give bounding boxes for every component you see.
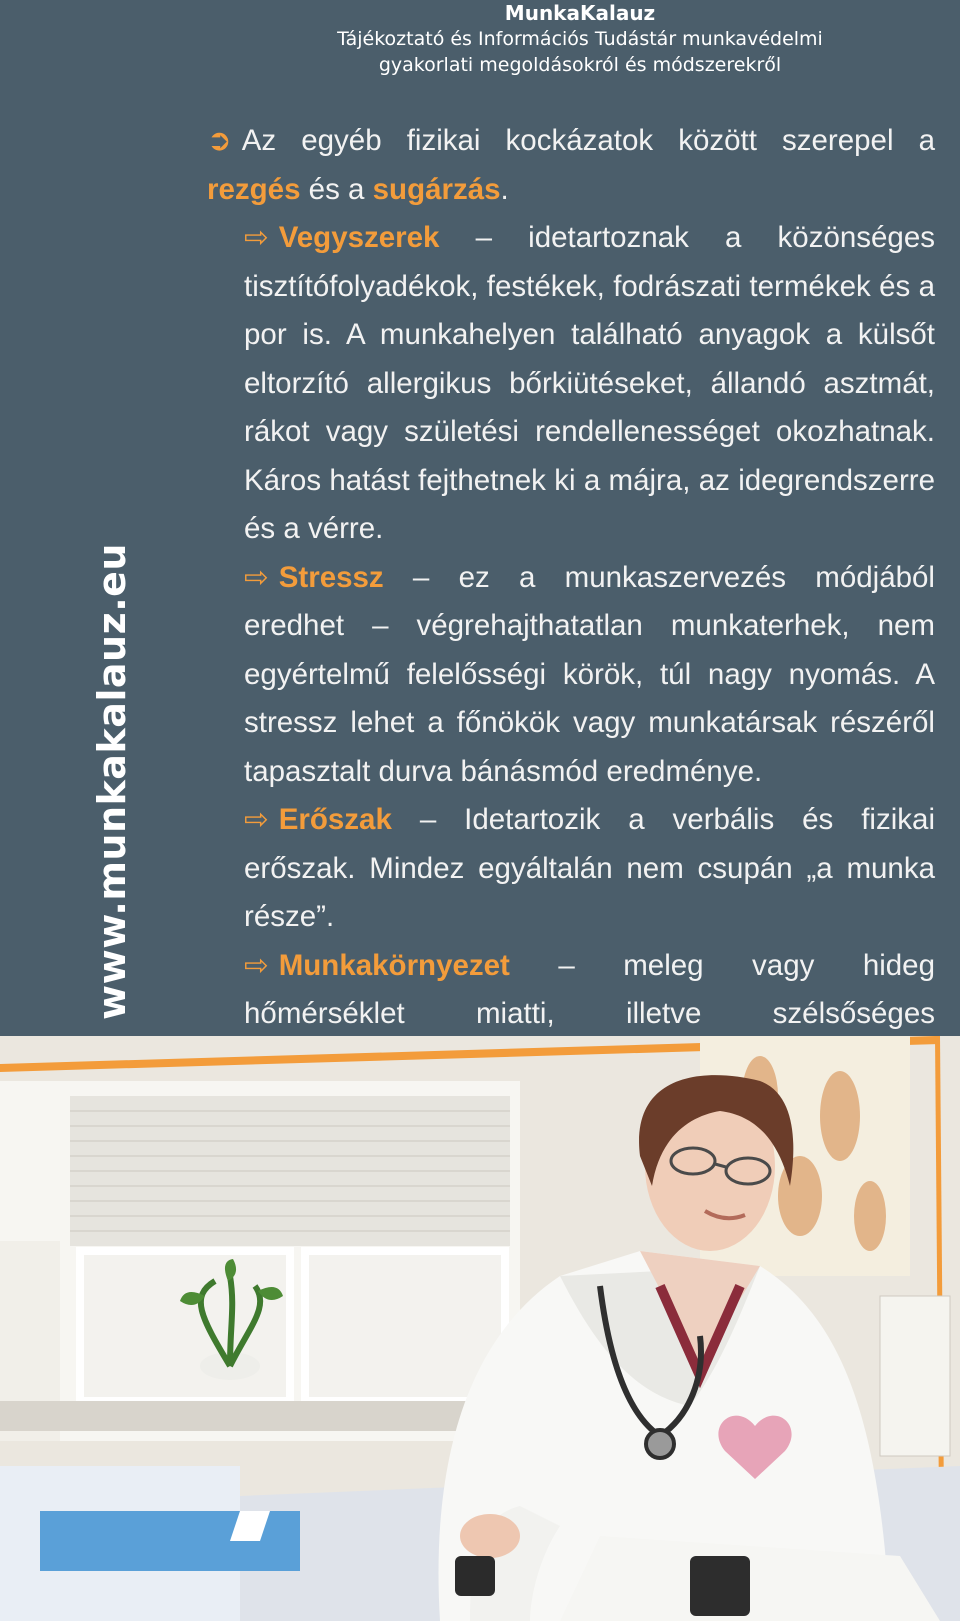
item-text: – meleg vagy hideg hőmérséklet miatti, illetve szélsőséges <box>244 948 935 1030</box>
highlight-rezges: rezgés <box>207 172 301 206</box>
highlight-sugarzas: sugárzás <box>372 172 501 206</box>
brand-title: MunkaKalauz <box>504 1 656 25</box>
page-header <box>300 0 860 78</box>
item-term: Munkakörnyezet <box>278 948 510 982</box>
item-paragraph <box>207 796 935 942</box>
arrow-right-icon: ⇨ <box>244 948 269 982</box>
arrow-right-icon: ⇨ <box>244 803 269 836</box>
subtitle-line-1: Tájékoztató és Információs Tudástár munkavédelmi <box>337 28 823 50</box>
side-website-url: www.munkakalauz.eu <box>90 543 134 1020</box>
item-term: Vegyszerek <box>278 221 440 254</box>
item-text: – idetartoznak a közönséges tisztítófolyadékok, festékek, fodrászati termékek és a por is. A munkahelyen található anyagok a külsőt eltorzító allergikus bőrkiütéseket, állandó asztmát, rákot vagy születési rendellenességet okozhatnak. Káros hatást fejthetnek ki a májra, az idegrendszerre és a vérre. <box>244 221 935 545</box>
doctor-photo-illustration <box>0 1036 960 1621</box>
item-term: Erőszak <box>278 803 392 836</box>
subtitle-line-2: gyakorlati megoldásokról és módszerekről <box>378 54 782 76</box>
item-term: Stressz <box>278 560 384 594</box>
intro-text-end: . <box>500 172 509 206</box>
arrow-bullet-icon: ➲ <box>207 124 232 157</box>
arrow-right-icon: ⇨ <box>244 560 269 594</box>
arrow-right-icon: ⇨ <box>244 221 269 254</box>
intro-paragraph <box>207 117 935 214</box>
intro-text-before: Az egyéb fizikai kockázatok között szerepel a <box>241 124 935 157</box>
item-paragraph <box>207 214 935 554</box>
intro-text-mid: és a <box>300 172 373 206</box>
main-text <box>207 117 935 1087</box>
item-text: – ez a munkaszervezés módjából eredhet – végrehajthatatlan munkaterhek, nem egyértelmű felelősségi körök, túl nagy nyomás. A stressz lehet a főnökök vagy munkatársak részéről tapasztalt durva bánásmód eredménye. <box>244 560 935 788</box>
item-text: – Idetartozik a verbális és fizikai erőszak. Mindez egyáltalán nem csupán „a munka része”. <box>244 803 935 933</box>
doctor-photo <box>0 1036 960 1621</box>
item-paragraph <box>207 554 935 797</box>
